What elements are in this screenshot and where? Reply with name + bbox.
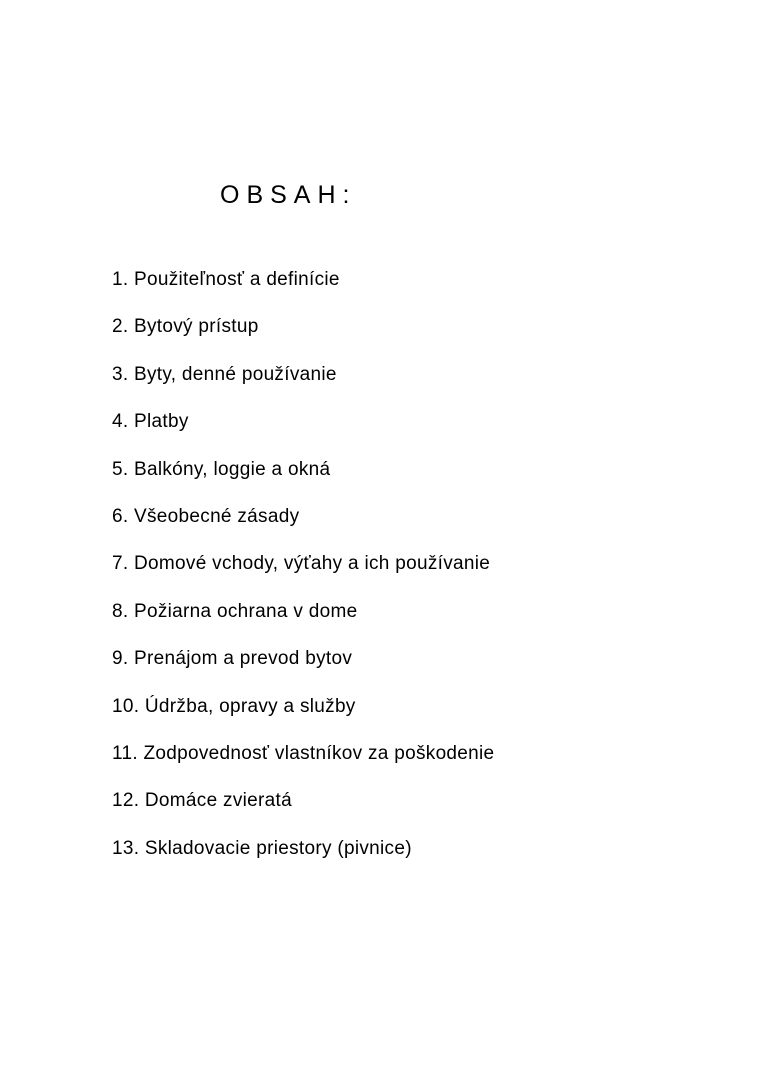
toc-item-4: 4. Platby xyxy=(112,411,189,433)
toc-item-9: 9. Prenájom a prevod bytov xyxy=(112,648,353,670)
toc-item-6: 6. Všeobecné zásady xyxy=(112,505,300,527)
toc-item-7: 7. Domové vchody, výťahy a ich používanie xyxy=(112,553,491,575)
toc-item-5: 5. Balkóny, loggie a okná xyxy=(112,458,331,480)
toc-item-8: 8. Požiarna ochrana v dome xyxy=(112,600,358,622)
toc-item-12: 12. Domáce zvieratá xyxy=(112,790,292,812)
toc-item-10: 10. Údržba, opravy a služby xyxy=(112,695,356,717)
toc-item-11: 11. Zodpovednosť vlastníkov za poškodenie xyxy=(112,742,495,764)
toc-item-3: 3. Byty, denné používanie xyxy=(112,363,337,385)
toc-item-1: 1. Použiteľnosť a definície xyxy=(112,269,340,290)
page-title: OBSAH: xyxy=(220,181,357,209)
toc-item-2: 2. Bytový prístup xyxy=(112,316,259,338)
table-of-contents xyxy=(112,265,494,881)
toc-item-13: 13. Skladovacie priestory (pivnice) xyxy=(112,837,412,859)
